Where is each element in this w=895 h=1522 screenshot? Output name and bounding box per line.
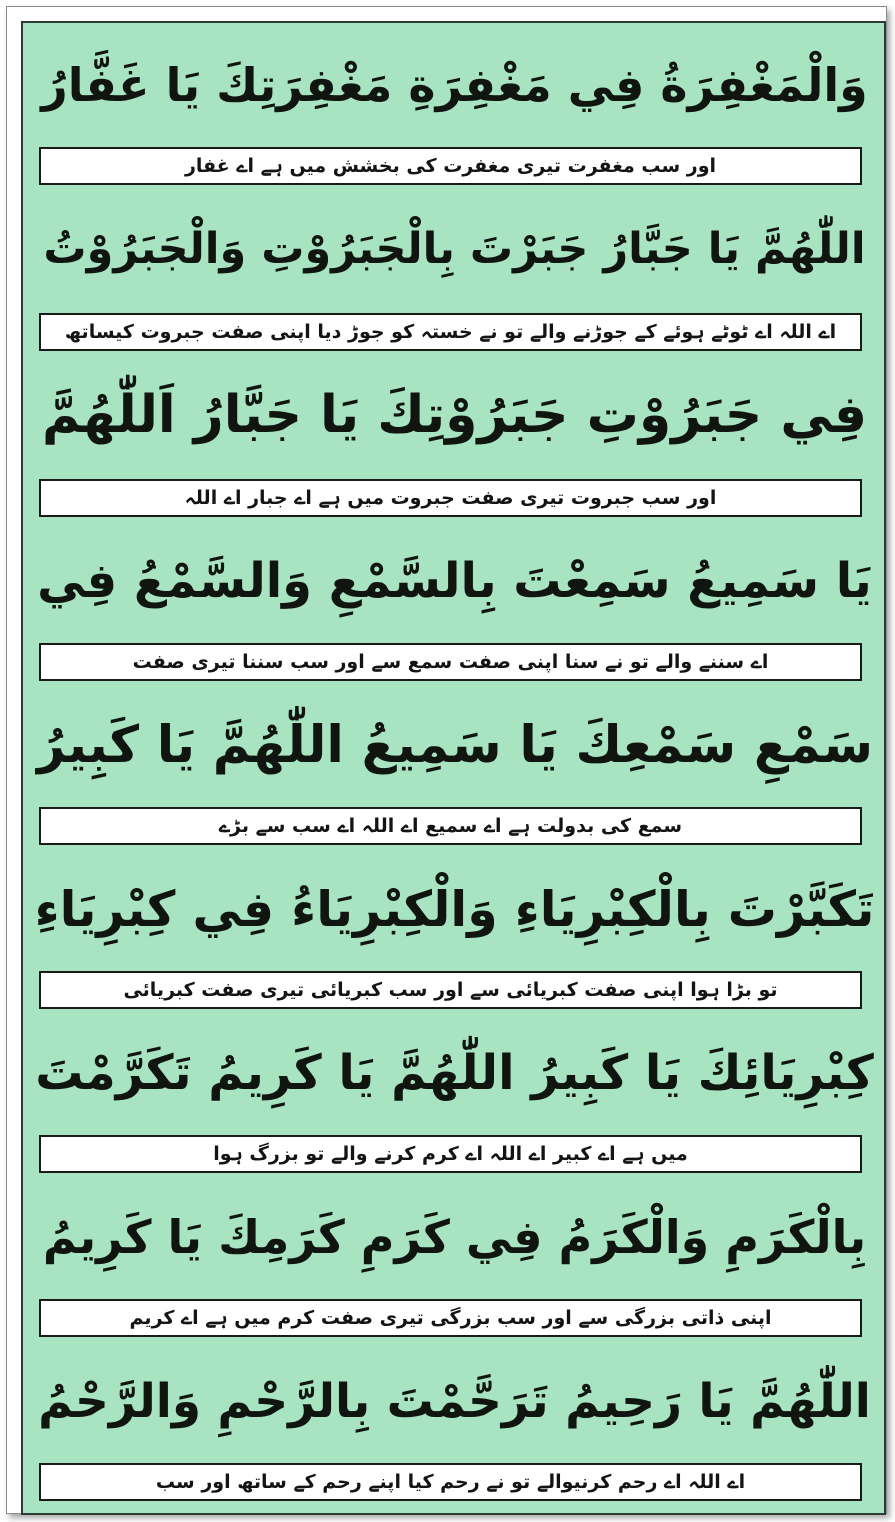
urdu-translation-9: اے اللہ اے رحم کرنیوالے تو نے رحم کیا اپنے رحم کے ساتھ اور سب <box>39 1463 862 1501</box>
arabic-verse-9: اللّٰهُمَّ يَا رَحِيمُ تَرَحَّمْتَ بِالرَّحْمِ وَالرَّحْمُ <box>38 1373 871 1429</box>
arabic-verse-7: كِبْرِيَائِكَ يَا كَبِيرُ اللّٰهُمَّ يَا كَرِيمُ تَكَرَّمْتَ <box>35 1045 874 1101</box>
arabic-verse-3: فِي جَبَرُوْتِ جَبَرُوْتِكَ يَا جَبَّارُ اَللّٰهُمَّ <box>41 385 868 445</box>
arabic-verse-5: سَمْعِ سَمْعِكَ يَا سَمِيعُ اللّٰهُمَّ يَا كَبِيرُ <box>35 715 874 775</box>
photo-frame <box>6 6 887 1514</box>
urdu-translation-3: اور سب جبروت تیری صفت جبروت میں ہے اے جبار اے اللہ <box>39 479 862 517</box>
urdu-translation-7: میں ہے اے کبیر اے اللہ اے کرم کرنے والے تو بزرگ ہوا <box>39 1135 862 1173</box>
arabic-verse-4: يَا سَمِيعُ سَمِعْتَ بِالسَّمْعِ وَالسَّمْعُ فِي <box>37 553 872 609</box>
arabic-verse-1: وَالْمَغْفِرَةُ فِي مَغْفِرَةِ مَغْفِرَتِكَ يَا غَفَّارُ <box>41 58 868 112</box>
arabic-verse-6: تَكَبَّرْتَ بِالْكِبْرِيَاءِ وَالْكِبْرِيَاءُ فِي كِبْرِيَاءِ <box>35 880 874 938</box>
urdu-translation-4: اے سننے والے تو نے سنا اپنی صفت سمع سے اور سب سننا تیری صفت <box>39 643 862 681</box>
urdu-translation-2: اے اللہ اے ٹوٹے ہوئے کے جوڑنے والے تو نے خستہ کو جوڑ دیا اپنی صفت جبروت کیساتھ <box>39 313 862 351</box>
prayer-page <box>21 21 886 1515</box>
arabic-verse-2: اللّٰهُمَّ يَا جَبَّارُ جَبَرْتَ بِالْجَبَرُوْتِ وَالْجَبَرُوْتُ <box>43 223 866 274</box>
urdu-translation-5: سمع کی بدولت ہے اے سمیع اے اللہ اے سب سے بڑے <box>39 807 862 845</box>
urdu-translation-6: تو بڑا ہوا اپنی صفت کبریائی سے اور سب کبریائی تیری صفت کبریائی <box>39 971 862 1009</box>
arabic-verse-8: بِالْكَرَمِ وَالْكَرَمُ فِي كَرَمِ كَرَمِكَ يَا كَرِيمُ <box>42 1210 867 1264</box>
urdu-translation-1: اور سب مغفرت تیری مغفرت کی بخشش میں ہے اے غفار <box>39 147 862 185</box>
urdu-translation-8: اپنی ذاتی بزرگی سے اور سب بزرگی تیری صفت کرم میں ہے اے کریم <box>39 1299 862 1337</box>
